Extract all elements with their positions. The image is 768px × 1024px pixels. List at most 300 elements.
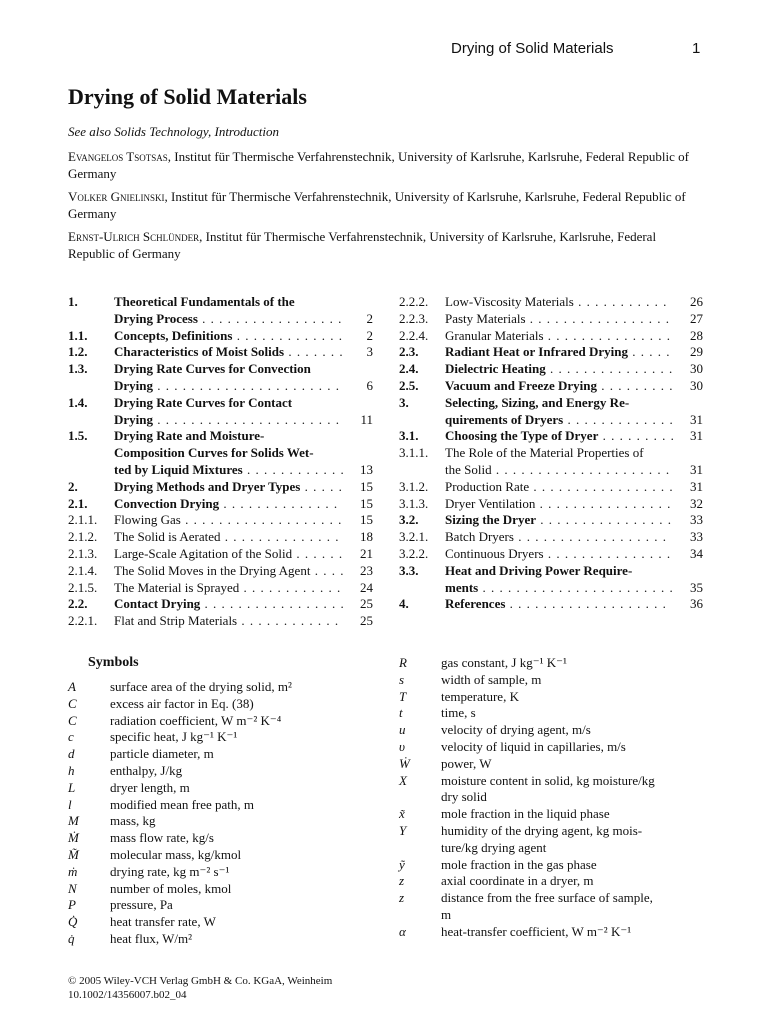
symbol-description: drying rate, kg m⁻² s⁻¹ xyxy=(110,863,230,879)
toc-entry[interactable] xyxy=(68,613,373,630)
symbol-description-line: dry solid xyxy=(441,789,487,805)
symbol-entry xyxy=(399,655,705,672)
toc-leader-dots: . . . . . . . . . . . . . . xyxy=(220,529,340,545)
toc-entry-number: 2.2.3. xyxy=(399,310,429,326)
toc-entry-title xyxy=(114,496,345,513)
symbol-description xyxy=(441,705,705,722)
toc-entry-title xyxy=(114,580,345,597)
symbol: z xyxy=(399,890,405,906)
toc-leader-dots: . . . . . xyxy=(627,344,671,360)
symbol: Ṁ xyxy=(68,830,79,846)
toc-entry[interactable] xyxy=(68,596,373,613)
toc-entry-title-line: Choosing the Type of Dryer . . . . . . . . . xyxy=(445,428,675,444)
toc-leader-dots: . . . . . . . . . . . . xyxy=(242,461,345,477)
toc-entry[interactable] xyxy=(399,294,703,311)
symbol-description: heat transfer rate, W xyxy=(110,914,216,930)
toc-entry-title xyxy=(114,328,345,345)
symbol: X xyxy=(399,772,407,788)
toc-leader-dots: . . . . . . . . . . . xyxy=(573,294,668,309)
toc-entry-title-line: Drying Rate Curves for Contact xyxy=(114,394,293,410)
symbol-description xyxy=(441,722,705,739)
toc-entry-title-line: The Solid is Aerated . . . . . . . . . . . . . . xyxy=(114,529,340,545)
toc-leader-dots: . . . . . . . . . . . . . xyxy=(232,327,343,343)
symbol-description: pressure, Pa xyxy=(110,897,173,913)
toc-entry-title xyxy=(445,546,675,563)
author-name: Volker Gnielinski xyxy=(68,189,165,204)
symbol-description xyxy=(441,756,705,773)
toc-leader-dots: . . . . xyxy=(310,562,345,578)
symbol-entry xyxy=(68,847,368,864)
symbol: u xyxy=(399,722,406,738)
toc-entry-number: 1.3. xyxy=(68,361,88,377)
copyright-notice: © 2005 Wiley-VCH Verlag GmbH & Co. KGaA, Weinheim xyxy=(68,975,333,987)
toc-entry-title-line: Composition Curves for Solids Wet- xyxy=(114,445,314,461)
symbol-description: surface area of the drying solid, m² xyxy=(110,679,292,694)
toc-entry-number: 1.5. xyxy=(68,428,88,444)
symbol-entry xyxy=(68,696,368,713)
symbol: L xyxy=(68,779,76,795)
toc-entry-title xyxy=(114,428,345,478)
symbol-description-line: width of sample, m xyxy=(441,671,542,687)
toc-entry[interactable] xyxy=(68,546,373,563)
toc-entry[interactable] xyxy=(399,546,703,563)
toc-entry[interactable] xyxy=(399,563,703,597)
symbol-entry xyxy=(399,705,705,722)
symbol-description: radiation coefficient, W m⁻² K⁻⁴ xyxy=(110,712,282,728)
toc-entry-title-line: Continuous Dryers . . . . . . . . . . . . . . . xyxy=(445,545,672,561)
symbol: N xyxy=(68,880,77,896)
toc-entry-title-line: Drying . . . . . . . . . . . . . . . . . . . . . . xyxy=(114,411,340,427)
toc-entry-title-line: Sizing the Dryer . . . . . . . . . . . . . . . . xyxy=(445,512,672,528)
toc-leader-dots: . . . . . . . . . . . . . . . xyxy=(543,327,672,343)
symbol-description-line: velocity of liquid in capillaries, m/s xyxy=(441,738,626,754)
toc-leader-dots: . . . . . . . . . . . . . . . . . . . . . . . xyxy=(478,579,674,595)
toc-leader-dots: . . . . . . . . . xyxy=(598,428,675,444)
toc-entry[interactable] xyxy=(399,361,703,378)
toc-entry-number: 1.1. xyxy=(68,327,88,343)
toc-entry-title xyxy=(445,496,675,513)
toc-entry-page: 33 xyxy=(690,529,703,545)
toc-entry-title xyxy=(445,361,675,378)
toc-entry-title xyxy=(114,395,345,429)
doi: 10.1002/14356007.b02_04 xyxy=(68,989,187,1001)
toc-entry-page: 21 xyxy=(360,545,373,561)
toc-leader-dots: . . . . . . xyxy=(292,545,344,561)
toc-entry[interactable] xyxy=(68,395,373,429)
toc-entry-number: 1.4. xyxy=(68,394,88,410)
toc-entry-number: 2.2.4. xyxy=(399,327,429,343)
toc-entry-title-line: the Solid . . . . . . . . . . . . . . . . . . . . . xyxy=(445,461,671,477)
symbol-description xyxy=(441,857,705,874)
symbol-entry xyxy=(68,914,368,931)
toc-entry-title-line: Theoretical Fundamentals of the xyxy=(114,294,295,309)
symbol: P xyxy=(68,897,76,913)
toc-entry-title xyxy=(114,596,345,613)
toc-entry-title-line: Flat and Strip Materials . . . . . . . . . . . . xyxy=(114,613,340,629)
symbol: t xyxy=(399,705,403,721)
toc-entry-title-line: Characteristics of Moist Solids . . . . . . . xyxy=(114,344,344,360)
toc-entry-title-line: Vacuum and Freeze Drying . . . . . . . . . xyxy=(445,377,674,393)
symbol: υ xyxy=(399,738,405,754)
symbol-description xyxy=(441,739,705,756)
symbol-description: specific heat, J kg⁻¹ K⁻¹ xyxy=(110,729,238,745)
symbols-heading: Symbols xyxy=(88,655,139,670)
symbol-entry xyxy=(399,722,705,739)
toc-entry-title xyxy=(114,294,345,328)
toc-entry-title-line: Contact Drying . . . . . . . . . . . . . . . . . xyxy=(114,596,345,612)
toc-leader-dots: . . . . . . . . . . . . . . . . . . . . . . xyxy=(153,377,340,393)
toc-entry-page: 3 xyxy=(366,344,373,360)
toc-leader-dots: . . . . . . . . . . . . . . . . xyxy=(535,512,672,528)
author-entry xyxy=(68,149,700,182)
toc-entry-page: 33 xyxy=(690,512,703,528)
symbol-entry xyxy=(399,806,705,823)
toc-entry-title-line: Drying Process . . . . . . . . . . . . . . . . . xyxy=(114,310,343,326)
symbol-entry xyxy=(68,813,368,830)
toc-entry[interactable] xyxy=(68,496,373,513)
toc-entry[interactable] xyxy=(68,512,373,529)
toc-entry-title xyxy=(445,445,675,479)
symbol-description xyxy=(441,655,705,672)
toc-entry-page: 32 xyxy=(690,495,703,511)
toc-entry-number: 3.2.1. xyxy=(399,529,429,545)
toc-entry-number: 3.3. xyxy=(399,562,419,578)
toc-entry-title-line: Heat and Driving Power Require- xyxy=(445,562,633,578)
toc-entry-number: 2.3. xyxy=(399,344,419,360)
symbol-description: modified mean free path, m xyxy=(110,796,255,812)
symbol-entry xyxy=(399,890,705,924)
symbol: s xyxy=(399,671,405,687)
toc-entry-title-line: The Solid Moves in the Drying Agent . . . . xyxy=(114,562,345,578)
toc-leader-dots: . . . . . . . xyxy=(284,344,344,360)
symbol: M xyxy=(68,813,79,829)
symbol-description: number of moles, kmol xyxy=(110,880,232,896)
toc-entry-number: 3.2. xyxy=(399,512,419,528)
toc-leader-dots: . . . . . . . . . . . . . . . . . . . . . . xyxy=(153,411,340,427)
toc-entry-number: 3. xyxy=(399,394,409,410)
toc-entry-title-line: The Role of the Material Properties of xyxy=(445,445,644,461)
symbol: C xyxy=(68,712,77,728)
toc-entry-title xyxy=(445,563,675,597)
toc-entry-title xyxy=(445,512,675,529)
toc-entry-page: 15 xyxy=(360,478,373,494)
symbol: d xyxy=(68,746,75,762)
toc-entry[interactable] xyxy=(399,395,703,429)
footer xyxy=(68,974,332,1002)
toc-entry-page: 28 xyxy=(690,327,703,343)
symbol: l xyxy=(68,796,72,812)
symbol-description xyxy=(441,873,705,890)
toc-entry-title-line: Dryer Ventilation . . . . . . . . . . . . . . . . xyxy=(445,495,672,511)
toc-entry-number: 2.2.1. xyxy=(68,613,98,629)
toc-entry-page: 25 xyxy=(360,613,373,629)
symbol-description: mass, kg xyxy=(110,813,156,829)
toc-leader-dots: . . . . . . . . . . . . . . . . . xyxy=(200,596,345,612)
toc-entry[interactable] xyxy=(399,512,703,529)
toc-entry-title-line: ments . . . . . . . . . . . . . . . . . . . . . . . xyxy=(445,579,674,595)
toc-leader-dots: . . . . . . . . . xyxy=(597,377,674,393)
toc-entry-page: 29 xyxy=(690,344,703,360)
toc-entry-number: 2.4. xyxy=(399,361,419,377)
toc-leader-dots: . . . . . . . . . . . . xyxy=(237,613,340,629)
symbol-description-line: gas constant, J kg⁻¹ K⁻¹ xyxy=(441,655,567,670)
see-also-note: See also Solids Technology, Introduction xyxy=(68,124,279,139)
symbol-description: particle diameter, m xyxy=(110,746,214,762)
toc-entry-page: 24 xyxy=(360,579,373,595)
toc-entry-page: 31 xyxy=(690,411,703,427)
toc-entry-title-line: Low-Viscosity Materials . . . . . . . . . . . xyxy=(445,294,668,309)
toc-entry-number: 1.2. xyxy=(68,344,88,360)
toc-entry[interactable] xyxy=(399,596,703,613)
toc-entry[interactable] xyxy=(399,311,703,328)
symbol: α xyxy=(399,923,406,939)
symbol-entry xyxy=(399,689,705,706)
symbol-description: dryer length, m xyxy=(110,779,190,795)
toc-entry-number: 3.1.1. xyxy=(399,445,429,461)
toc-entry-title xyxy=(114,613,345,630)
toc-entry-page: 6 xyxy=(366,377,373,393)
symbol: T xyxy=(399,688,407,704)
symbol-description-line: ture/kg drying agent xyxy=(441,839,547,855)
toc-entry-title xyxy=(114,479,345,496)
author-entry xyxy=(68,189,700,222)
toc-entry-title xyxy=(114,563,345,580)
symbol-entry xyxy=(68,729,368,746)
toc-entry-title xyxy=(114,546,345,563)
table-of-contents-right xyxy=(399,294,703,613)
toc-leader-dots: . . . . . . . . . . . . . . . . . xyxy=(525,310,671,326)
toc-entry-page: 2 xyxy=(366,310,373,326)
symbol-description: heat flux, W/m² xyxy=(110,930,192,946)
toc-entry-title-line: Selecting, Sizing, and Energy Re- xyxy=(445,394,630,410)
toc-entry[interactable] xyxy=(68,580,373,597)
toc-entry-title xyxy=(445,311,675,328)
toc-entry[interactable] xyxy=(68,563,373,580)
symbols-list-left xyxy=(68,679,368,948)
toc-entry-number: 2.1.1. xyxy=(68,512,98,528)
symbol: c xyxy=(68,729,74,745)
toc-entry-page: 2 xyxy=(366,327,373,343)
toc-entry[interactable] xyxy=(399,428,703,445)
symbol: M̃ xyxy=(68,846,79,862)
symbol-description-line: moisture content in solid, kg moisture/kg xyxy=(441,772,655,788)
author-name: Ernst-Ulrich Schlünder xyxy=(68,229,200,244)
toc-leader-dots: . . . . . . . . . . . . . . . xyxy=(543,545,672,561)
symbol-description-line: axial coordinate in a dryer, m xyxy=(441,873,594,889)
toc-leader-dots: . . . . . . . . . . . . . xyxy=(563,411,674,427)
symbol-description xyxy=(441,672,705,689)
toc-entry-page: 18 xyxy=(360,529,373,545)
symbol-entry xyxy=(68,864,368,881)
toc-entry[interactable] xyxy=(399,479,703,496)
symbol-entry xyxy=(68,931,368,948)
toc-entry-title-line: References . . . . . . . . . . . . . . . . . . . xyxy=(445,596,667,612)
toc-entry-page: 27 xyxy=(690,310,703,326)
symbol-entry xyxy=(68,746,368,763)
toc-entry-page: 30 xyxy=(690,361,703,377)
symbol: x̃ xyxy=(399,806,405,822)
symbol-description-line: temperature, K xyxy=(441,688,519,704)
toc-entry-page: 31 xyxy=(690,428,703,444)
symbol-entry xyxy=(399,773,705,807)
symbol: Q̇ xyxy=(68,914,78,930)
toc-entry-title-line: Flowing Gas . . . . . . . . . . . . . . . . . . . xyxy=(114,512,343,528)
toc-entry-number: 2.1.3. xyxy=(68,545,98,561)
toc-entry-page: 23 xyxy=(360,562,373,578)
toc-entry-number: 2.1.2. xyxy=(68,529,98,545)
toc-entry-number: 3.1.2. xyxy=(399,478,429,494)
symbol-entry xyxy=(399,756,705,773)
symbol: C xyxy=(68,695,77,711)
toc-entry-title xyxy=(114,529,345,546)
toc-entry-title xyxy=(114,344,345,361)
symbol-entry xyxy=(68,881,368,898)
symbol-description-line: humidity of the drying agent, kg mois- xyxy=(441,822,643,838)
toc-entry-page: 34 xyxy=(690,545,703,561)
toc-entry-title xyxy=(445,479,675,496)
symbol: R xyxy=(399,655,407,670)
toc-entry-title-line: Drying Rate Curves for Convection xyxy=(114,361,311,377)
author-entry xyxy=(68,229,700,262)
symbol-description-line: m xyxy=(441,906,452,922)
toc-leader-dots: . . . . . . . . . . . . . . . . . . . . . xyxy=(491,461,671,477)
symbol-entry xyxy=(68,830,368,847)
toc-entry-page: 15 xyxy=(360,495,373,511)
symbol-entry xyxy=(399,924,705,941)
symbol-description xyxy=(441,823,705,857)
toc-entry-title-line: The Material is Sprayed . . . . . . . . . . . . xyxy=(114,579,342,595)
symbol-description: enthalpy, J/kg xyxy=(110,762,183,778)
toc-entry-number: 2.1. xyxy=(68,495,88,511)
author-list xyxy=(68,149,700,269)
toc-entry-page: 31 xyxy=(690,461,703,477)
symbol-description-line: velocity of drying agent, m/s xyxy=(441,722,591,738)
article-title: Drying of Solid Materials xyxy=(68,84,307,109)
toc-entry-title xyxy=(114,512,345,529)
symbol-description xyxy=(441,924,705,941)
toc-entry-number: 2.2. xyxy=(68,596,88,612)
symbol-entry xyxy=(68,780,368,797)
toc-entry[interactable] xyxy=(68,328,373,345)
toc-entry-number: 3.1.3. xyxy=(399,495,429,511)
symbol-description xyxy=(441,773,705,807)
symbol-entry xyxy=(68,897,368,914)
toc-entry-title-line: Large-Scale Agitation of the Solid . . . . . . xyxy=(114,545,344,561)
toc-entry-page: 36 xyxy=(690,596,703,612)
toc-entry[interactable] xyxy=(68,428,373,478)
toc-entry-number: 2.2.2. xyxy=(399,294,429,309)
toc-entry-title xyxy=(445,344,675,361)
author-affiliation: , Institut für Thermische Verfahrenstechnik, University of Karlsruhe, Karlsruhe, Federal Republic of Germany xyxy=(68,189,686,221)
toc-leader-dots: . . . . . . . . . . . . . . . xyxy=(545,361,674,377)
author-affiliation: , Institut für Thermische Verfahrenstechnik, University of Karlsruhe, Karlsruhe, Federal Republic of Germany xyxy=(68,229,657,261)
symbol-entry xyxy=(399,739,705,756)
toc-leader-dots: . . . . . xyxy=(300,478,343,494)
toc-entry[interactable] xyxy=(399,529,703,546)
symbol: ỹ xyxy=(399,856,405,872)
toc-leader-dots: . . . . . . . . . . . . . . xyxy=(219,495,339,511)
toc-entry[interactable] xyxy=(399,445,703,479)
symbol-description xyxy=(441,890,705,924)
toc-entry[interactable] xyxy=(399,328,703,345)
toc-entry-title-line: Radiant Heat or Infrared Drying . . . . . xyxy=(445,344,671,360)
toc-entry[interactable] xyxy=(68,294,373,328)
toc-entry-page: 13 xyxy=(360,461,373,477)
author-affiliation: , Institut für Thermische Verfahrenstechnik, University of Karlsruhe, Karlsruhe, Federal Republic of Germany xyxy=(68,149,689,181)
toc-entry[interactable] xyxy=(399,378,703,395)
toc-entry[interactable] xyxy=(68,361,373,395)
toc-leader-dots: . . . . . . . . . . . . xyxy=(239,579,342,595)
symbol-entry xyxy=(399,857,705,874)
toc-entry-page: 11 xyxy=(360,411,373,427)
symbol: q̇ xyxy=(68,930,75,946)
symbol-description xyxy=(441,689,705,706)
symbols-list-right xyxy=(399,655,705,941)
toc-entry[interactable] xyxy=(68,344,373,361)
toc-entry-page: 26 xyxy=(690,294,703,309)
toc-entry[interactable] xyxy=(399,344,703,361)
symbol-entry xyxy=(399,823,705,857)
toc-entry-title-line: Batch Dryers . . . . . . . . . . . . . . . . . . xyxy=(445,529,667,545)
symbol-description-line: heat-transfer coefficient, W m⁻² K⁻¹ xyxy=(441,923,632,939)
author-name: Evangelos Tsotsas xyxy=(68,149,168,164)
symbol: Ẇ xyxy=(399,755,410,771)
symbol-entry xyxy=(68,679,368,696)
toc-leader-dots: . . . . . . . . . . . . . . . . . xyxy=(197,310,343,326)
toc-entry-title-line: Pasty Materials . . . . . . . . . . . . . . . . . xyxy=(445,310,671,326)
toc-entry-title-line: Convection Drying . . . . . . . . . . . . . . xyxy=(114,495,339,511)
toc-entry[interactable] xyxy=(68,479,373,496)
toc-entry-title-line: Drying Rate and Moisture- xyxy=(114,428,265,444)
toc-entry-number: 2.5. xyxy=(399,377,419,393)
toc-entry-title-line: Production Rate . . . . . . . . . . . . . . . . . xyxy=(445,478,674,494)
symbol-description-line: mole fraction in the gas phase xyxy=(441,856,597,872)
toc-entry-title xyxy=(445,378,675,395)
toc-entry-title-line: Concepts, Definitions . . . . . . . . . . . . . xyxy=(114,327,343,343)
toc-entry-page: 35 xyxy=(690,579,703,595)
symbol: A xyxy=(68,679,76,694)
toc-entry-title xyxy=(445,395,675,429)
toc-entry-title-line: Granular Materials . . . . . . . . . . . . . . . xyxy=(445,327,672,343)
symbol-entry xyxy=(68,797,368,814)
toc-leader-dots: . . . . . . . . . . . . . . . . . xyxy=(529,478,674,494)
running-header xyxy=(0,40,768,60)
toc-entry-page: 25 xyxy=(360,596,373,612)
toc-entry-number: 2. xyxy=(68,478,78,494)
toc-leader-dots: . . . . . . . . . . . . . . . . . . . xyxy=(180,512,343,528)
symbol: ṁ xyxy=(68,863,78,879)
symbol: z xyxy=(399,873,405,889)
toc-entry-title-line: Dielectric Heating . . . . . . . . . . . . . . . xyxy=(445,361,674,377)
toc-entry[interactable] xyxy=(68,529,373,546)
toc-entry-number: 3.1. xyxy=(399,428,419,444)
symbol-entry xyxy=(399,873,705,890)
symbol-entry xyxy=(399,672,705,689)
symbol-entry xyxy=(68,763,368,780)
toc-entry-title xyxy=(445,428,675,445)
symbol: Y xyxy=(399,822,407,838)
symbol-description: molecular mass, kg/kmol xyxy=(110,846,242,862)
toc-entry-number: 4. xyxy=(399,596,409,612)
toc-entry[interactable] xyxy=(399,496,703,513)
toc-leader-dots: . . . . . . . . . . . . . . . . xyxy=(535,495,672,511)
symbol-description-line: time, s xyxy=(441,705,476,721)
symbol-description-line: distance from the free surface of sample, xyxy=(441,890,653,906)
toc-entry-number: 2.1.5. xyxy=(68,579,98,595)
toc-entry-title xyxy=(445,529,675,546)
symbol-entry xyxy=(68,713,368,730)
page-number: 1 xyxy=(692,40,701,57)
